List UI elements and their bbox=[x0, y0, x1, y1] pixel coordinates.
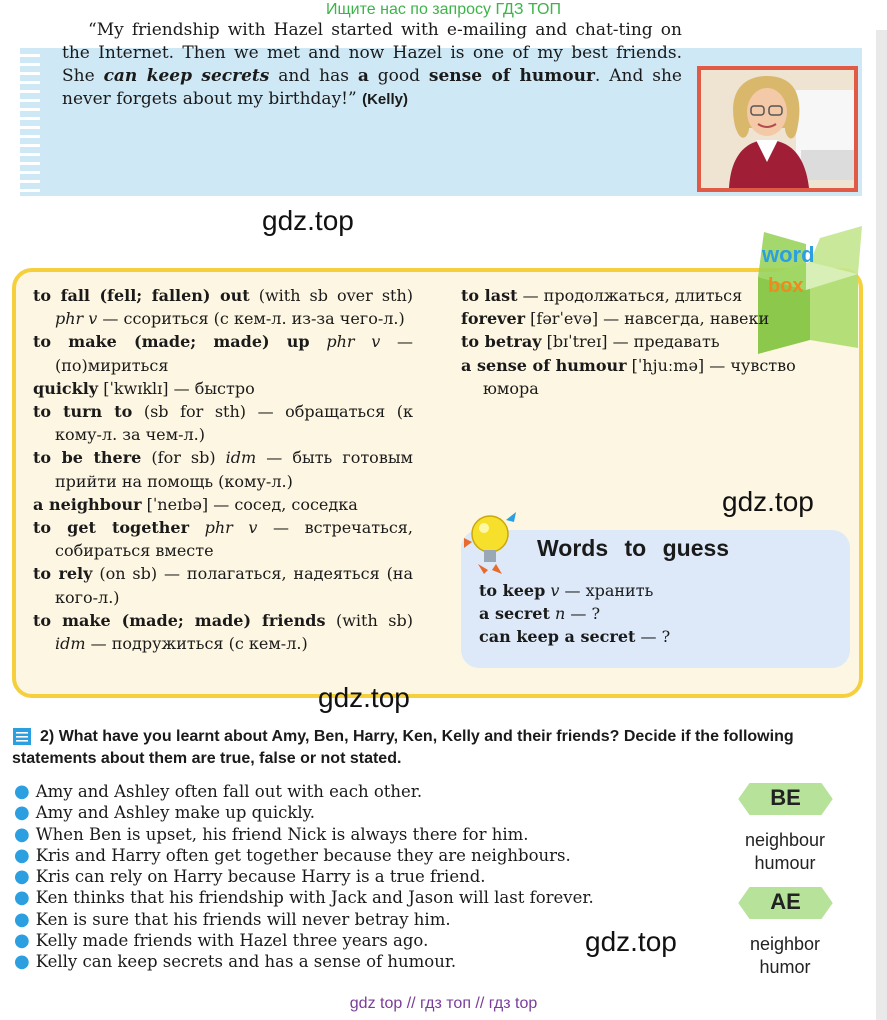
vocab-extra: [ˈhjuːmə] bbox=[626, 355, 705, 375]
statement-item bbox=[14, 866, 714, 887]
vocab-entry bbox=[33, 562, 413, 608]
vocab-entry bbox=[461, 284, 847, 307]
quote-highlight-humour: sense of humour bbox=[428, 66, 595, 86]
word-box-logo-word: word bbox=[762, 242, 815, 267]
vocab-extra: (with sb over sth) bbox=[249, 286, 413, 305]
vocab-entry bbox=[33, 446, 413, 492]
guess-item bbox=[479, 579, 670, 602]
guess-item bbox=[479, 625, 670, 648]
be-tag bbox=[735, 780, 836, 818]
vocab-head: to make (made; made) friends bbox=[33, 610, 326, 630]
quote-highlight-a: a bbox=[357, 66, 369, 86]
bullet-icon: ● bbox=[14, 844, 30, 866]
vocab-grammar: phr v bbox=[326, 332, 381, 352]
vocab-extra: [ˈkwɪklɪ] bbox=[98, 378, 169, 398]
be-label: BE bbox=[770, 785, 801, 810]
vocab-head: to make (made; made) up bbox=[33, 332, 310, 352]
vocab-definition: — (по)мириться bbox=[55, 332, 413, 375]
vocab-extra: (with sb) bbox=[325, 610, 413, 630]
vocab-extra: (sb for sth) bbox=[132, 402, 258, 422]
vocab-definition: — полагаться, надеяться (на кого-л.) bbox=[55, 564, 414, 607]
statement-text: Amy and Ashley often fall out with each other. bbox=[35, 782, 423, 801]
vocab-extra: [fərˈevə] bbox=[525, 309, 599, 329]
vocab-extra: [bɪˈtreɪ] bbox=[541, 332, 608, 352]
vocab-entry bbox=[33, 493, 413, 516]
kelly-photo bbox=[697, 66, 858, 192]
guess-head: to keep bbox=[479, 581, 546, 600]
statement-text: Ken is sure that his friends will never betray him. bbox=[35, 909, 451, 929]
vocab-head: to betray bbox=[461, 332, 542, 352]
bullet-icon: ● bbox=[14, 781, 30, 802]
word-box-left-column bbox=[33, 284, 413, 655]
vocab-head: to last bbox=[461, 286, 518, 305]
bullet-icon: ● bbox=[14, 802, 30, 824]
be-word-neighbour: neighbour bbox=[744, 830, 826, 850]
vocab-grammar: phr v bbox=[204, 518, 258, 538]
top-banner: Ищите нас по запросу ГДЗ ТОП bbox=[326, 1, 561, 18]
guess-definition: — ? bbox=[635, 627, 671, 647]
guess-head: a secret bbox=[479, 604, 550, 624]
vocab-head: to get together bbox=[33, 518, 190, 538]
vocab-extra: (on sb) bbox=[92, 564, 165, 584]
vocab-definition: — чувство юмора bbox=[483, 355, 796, 398]
words-to-guess-list bbox=[479, 579, 670, 649]
exercise-question-text: What have you learnt about Amy, Ben, Harry, Ken, Kelly and their friends? Decide if the following statements about them are true, false or not stated. bbox=[12, 728, 794, 767]
ae-word-neighbor: neighbor bbox=[749, 934, 821, 954]
vocab-definition: — сосед, соседка bbox=[208, 494, 358, 514]
vocab-definition: — быстро bbox=[168, 378, 255, 398]
statement-text: Kris and Harry often get together because they are neighbours. bbox=[35, 845, 571, 865]
vocab-entry bbox=[33, 377, 413, 400]
quote-text-1: “My friendship with Hazel started with e-mailing and chat-ting on the Internet. Then we met and now Hazel is one of my best friends. She bbox=[62, 20, 682, 86]
vocab-definition: — ссориться (с кем-л. из-за чего-л.) bbox=[97, 309, 405, 329]
vocab-grammar: idm bbox=[225, 448, 257, 468]
bullet-icon: ● bbox=[14, 866, 30, 888]
vocab-entry bbox=[33, 284, 413, 330]
bullet-icon: ● bbox=[14, 930, 30, 952]
statement-text: Kelly can keep secrets and has a sense of humour. bbox=[35, 952, 457, 972]
vocab-definition: — предавать bbox=[607, 332, 720, 352]
bullet-icon: ● bbox=[14, 887, 30, 909]
watermark: gdz.top bbox=[318, 682, 410, 713]
vocab-definition: — подружиться (с кем-л.) bbox=[85, 634, 308, 654]
ae-word-humor: humor bbox=[759, 957, 811, 977]
vocab-extra: [ˈneɪbə] bbox=[141, 494, 209, 514]
quote-text-2: and has bbox=[269, 66, 358, 86]
watermark: gdz.top bbox=[262, 205, 354, 236]
vocab-head: forever bbox=[461, 309, 526, 329]
statement-item bbox=[14, 845, 714, 866]
vocab-grammar: idm bbox=[55, 634, 86, 654]
quote-text-3: good bbox=[368, 66, 429, 86]
guess-definition: — хранить bbox=[559, 581, 654, 600]
bullet-icon: ● bbox=[14, 951, 30, 973]
statement-text: Amy and Ashley make up quickly. bbox=[35, 803, 316, 823]
statement-item bbox=[14, 802, 714, 823]
vocab-entry bbox=[33, 516, 413, 562]
vocab-entry bbox=[33, 330, 413, 376]
lightbulb-icon bbox=[458, 508, 522, 580]
statement-item bbox=[14, 824, 714, 845]
be-words bbox=[725, 829, 845, 875]
vocab-extra bbox=[310, 332, 327, 351]
statement-text: Ken thinks that his friendship with Jack and Jason will last forever. bbox=[35, 888, 594, 908]
watermark: gdz.top bbox=[585, 926, 677, 957]
vocab-head: quickly bbox=[33, 378, 99, 398]
quote-highlight-secrets: can keep secrets bbox=[103, 66, 270, 86]
vocab-head: to turn to bbox=[33, 402, 133, 422]
quote-author: (Kelly) bbox=[362, 91, 408, 108]
guess-head: can keep a secret bbox=[479, 627, 636, 647]
vocab-head: to rely bbox=[33, 564, 93, 584]
vocab-extra bbox=[189, 518, 205, 537]
statement-text: Kris can rely on Harry because Harry is a true friend. bbox=[35, 867, 486, 887]
vocab-entry bbox=[461, 330, 847, 353]
guess-grammar: n bbox=[554, 604, 566, 624]
vocab-entry bbox=[461, 354, 847, 400]
vocab-definition: — встречаться, собираться вместе bbox=[55, 518, 413, 561]
statement-item bbox=[14, 781, 714, 802]
quote-text-4: . And she never forgets about my birthday!” bbox=[62, 66, 682, 109]
footer-links[interactable]: gdz top // гдз топ // гдз top bbox=[349, 995, 538, 1012]
vocab-definition: — обращаться (к кому-л. за чем-л.) bbox=[55, 402, 413, 445]
statement-item bbox=[14, 887, 714, 908]
guess-grammar: v bbox=[550, 581, 560, 600]
vocab-head: a sense of humour bbox=[461, 355, 627, 375]
bullet-icon: ● bbox=[14, 823, 30, 845]
statement-text: When Ben is upset, his friend Nick is always there for him. bbox=[35, 824, 529, 844]
words-to-guess-title: Words to guess bbox=[537, 535, 730, 561]
vocab-definition: — быть готовым прийти на помощь (кому-л.) bbox=[55, 448, 414, 491]
exercise-number: 2) bbox=[40, 728, 55, 745]
statement-text: Kelly made friends with Hazel three years ago. bbox=[35, 931, 429, 951]
ae-label: AE bbox=[770, 889, 801, 914]
vocab-definition: — навсегда, навеки bbox=[598, 309, 770, 329]
ae-words bbox=[725, 933, 845, 979]
vocab-head: a neighbour bbox=[33, 494, 142, 514]
bullet-icon: ● bbox=[14, 908, 30, 930]
exercise-question bbox=[12, 726, 802, 770]
vocab-entry bbox=[33, 609, 413, 655]
kelly-quote bbox=[62, 19, 682, 111]
vocab-head: to fall (fell; fallen) out bbox=[33, 286, 250, 305]
word-box-logo-box: box bbox=[768, 275, 804, 297]
vocab-extra: (for sb) bbox=[141, 448, 226, 468]
watermark: gdz.top bbox=[722, 486, 814, 517]
vocab-head: to be there bbox=[33, 448, 142, 468]
word-box-right-column bbox=[461, 284, 847, 400]
guess-definition: — ? bbox=[565, 604, 601, 624]
vocab-grammar: phr v bbox=[55, 309, 98, 329]
vocab-entry bbox=[461, 307, 847, 330]
ae-tag bbox=[735, 884, 836, 922]
guess-item bbox=[479, 602, 670, 625]
page-edge-stripe bbox=[876, 30, 887, 1020]
vocab-entry bbox=[33, 400, 413, 446]
notebook-spiral bbox=[20, 48, 40, 196]
be-word-humour: humour bbox=[754, 853, 816, 873]
vocab-definition: — продолжаться, длиться bbox=[517, 286, 743, 305]
